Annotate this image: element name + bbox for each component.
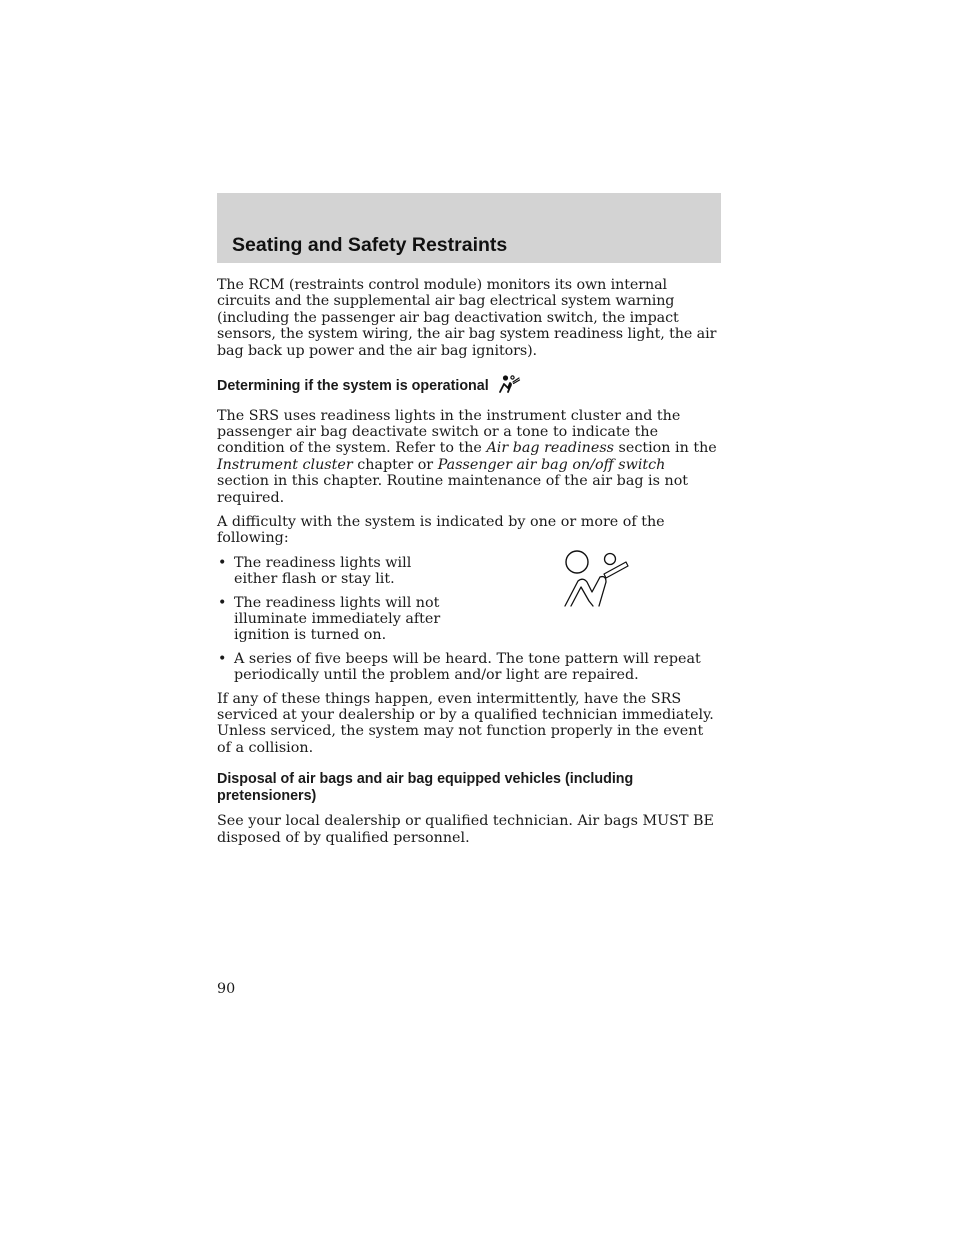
difficulty-paragraph: A difficulty with the system is indicated by one or more of the following:: [217, 513, 665, 547]
list-item-text: The readiness lights will either flash or stay lit.: [234, 554, 412, 588]
para-text: section in this chapter. Routine maintenance of the air bag is not required.: [217, 473, 689, 506]
page-content: [217, 277, 721, 854]
symptom-list: [217, 555, 457, 644]
list-item-text: The readiness lights will not illuminate immediately after ignition is turned on.: [234, 594, 441, 644]
section-heading-operational: [217, 374, 721, 399]
chapter-header-band: [217, 193, 721, 263]
ref-instrument-cluster: Instrument cluster: [217, 456, 353, 473]
bullet-dot: •: [218, 650, 227, 667]
para-text: chapter or: [352, 456, 438, 473]
para-text: The SRS uses readiness lights in the instrument cluster and the passenger air bag deactivate switch or a tone to indicate the condition of the system. Refer to the: [217, 407, 681, 457]
list-item-text: A series of five beeps will be heard. The tone pattern will repeat periodically until the problem and/or light are repaired.: [234, 650, 701, 684]
ref-air-bag-readiness: Air bag readiness: [486, 440, 614, 457]
readiness-paragraph: [217, 408, 721, 506]
chapter-title: Seating and Safety Restraints: [232, 234, 508, 256]
symptom-list-continued: [217, 651, 721, 684]
para-text: section in the: [614, 440, 717, 457]
list-item: [217, 651, 721, 684]
list-item: [217, 555, 457, 588]
bullet-dot: •: [218, 594, 227, 611]
list-item: [217, 595, 457, 644]
disposal-paragraph: See your local dealership or qualified technician. Air bags MUST BE disposed of by qualified personnel.: [217, 813, 714, 846]
service-paragraph: If any of these things happen, even intermittently, have the SRS serviced at your dealership or by a qualified technician immediately. Unless serviced, the system may not function properly in the event of a collision.: [217, 690, 714, 756]
intro-paragraph: The RCM (restraints control module) monitors its own internal circuits and the supplemental air bag electrical system warning (including the passenger air bag deactivation switch, the impact sensors, the system wiring, the air bag system readiness light, the air bag back up power and the air bag ignitors).: [217, 277, 717, 359]
airbag-warning-icon: [497, 374, 521, 399]
ref-passenger-airbag-switch: Passenger air bag on/off switch: [437, 456, 666, 473]
bullet-dot: •: [218, 554, 227, 571]
airbag-warning-large-icon: [560, 549, 630, 615]
bullets-with-icon: [217, 555, 721, 644]
section-heading-disposal: Disposal of air bags and air bag equipped vehicles (including pretensioners): [217, 771, 634, 804]
section-heading-text: Determining if the system is operational: [217, 378, 489, 395]
page-number: 90: [217, 981, 236, 997]
